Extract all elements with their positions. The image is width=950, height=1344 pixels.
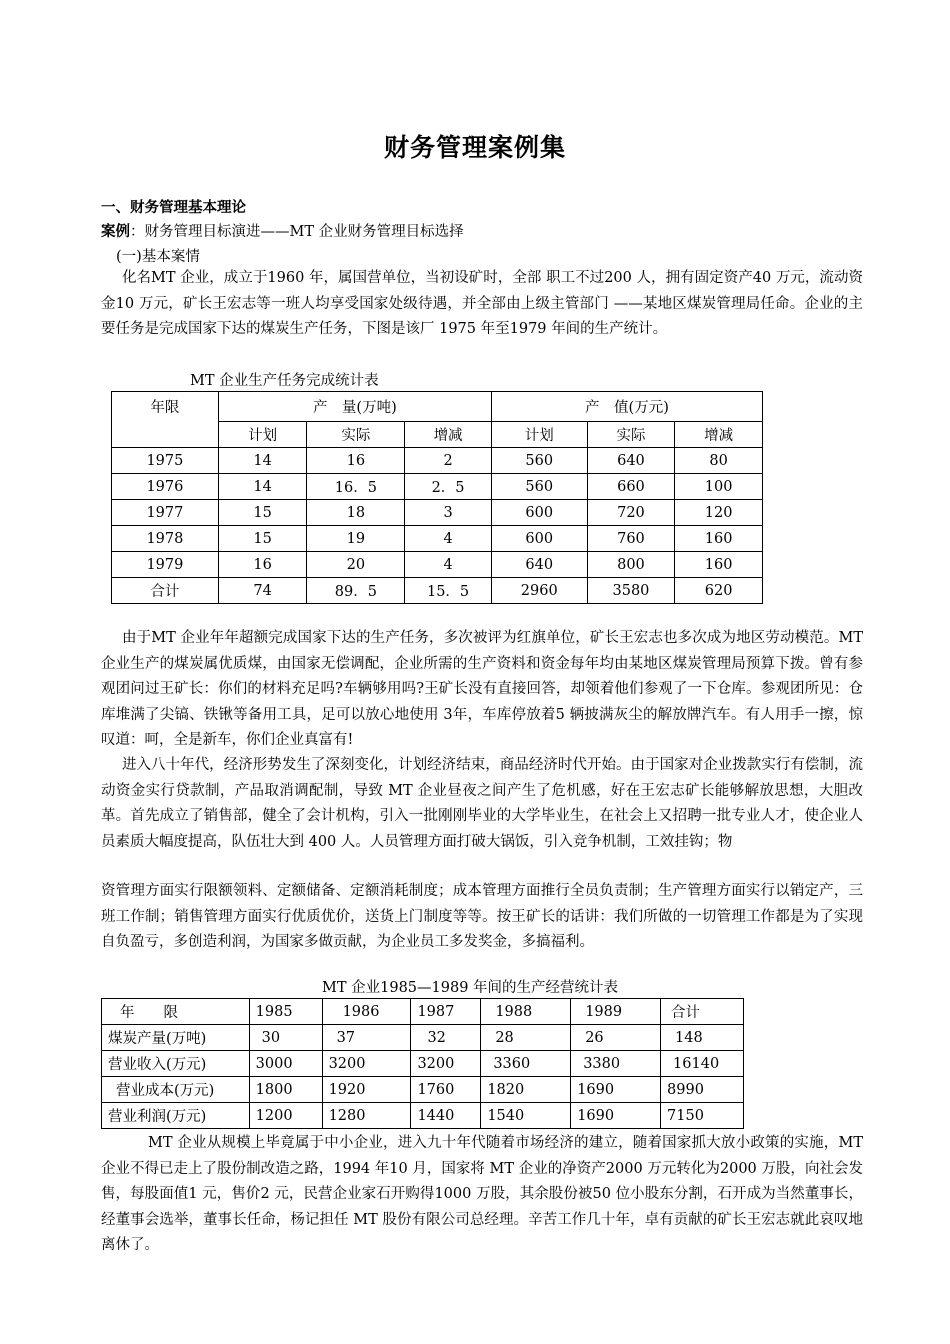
table-cell: 2: [405, 448, 492, 474]
change-header: 增减: [405, 422, 492, 448]
table-header-cell: 年 限: [102, 999, 250, 1025]
table-cell: 1200: [249, 1103, 322, 1129]
table-row: [102, 1103, 744, 1129]
table-cell: 1800: [249, 1077, 322, 1103]
table-cell: 1690: [571, 1077, 661, 1103]
production-table: [111, 391, 763, 604]
year-header: 年限: [112, 392, 219, 448]
table-cell: 15．5: [405, 578, 492, 604]
subheading: (一)基本案情: [116, 249, 200, 265]
table-cell: 煤炭产量(万吨): [102, 1025, 250, 1051]
table-cell: 1540: [481, 1103, 571, 1129]
table-cell: 1760: [411, 1077, 481, 1103]
table-row: [112, 474, 763, 500]
table-row: [112, 526, 763, 552]
operations-table: [101, 998, 744, 1129]
table-cell: 16: [307, 448, 405, 474]
table-cell: 1440: [411, 1103, 481, 1129]
table-cell: 1280: [322, 1103, 411, 1129]
table-cell: 600: [491, 500, 587, 526]
case-label: 案例: [101, 224, 130, 240]
section-heading: 一、财务管理基本理论: [101, 200, 246, 216]
table-cell: 600: [491, 526, 587, 552]
table-cell: 1920: [322, 1077, 411, 1103]
table-header-cell: 1987: [411, 999, 481, 1025]
table2-caption: MT 企业1985—1989 年间的生产经营统计表: [322, 980, 619, 996]
table-cell: 89．5: [307, 578, 405, 604]
table-cell: 1975: [112, 448, 219, 474]
table-cell: 20: [307, 552, 405, 578]
actual-header: 实际: [307, 422, 405, 448]
table-cell: 1978: [112, 526, 219, 552]
table-cell: 3360: [481, 1051, 571, 1077]
table-cell: 26: [571, 1025, 661, 1051]
table-cell: 15: [218, 500, 307, 526]
table-cell: 1979: [112, 552, 219, 578]
table-cell: 640: [491, 552, 587, 578]
table-cell: 160: [675, 526, 763, 552]
table-cell: 14: [218, 474, 307, 500]
change-header: 增减: [675, 422, 763, 448]
paragraph-5: MT 企业从规模上毕竟属于中小企业，进入九十年代随着市场经济的建立，随着国家抓大放小政策的实施，MT 企业不得已走上了股份制改造之路，1994 年10 月，国家将 MT 企业的净资产2000 万元转化为2000 万股，向社会发售，每股面值1 元，售价2 元，民营企业家石开购得1000 万股，其余股份被50 位小股东分割，石开成为当然董事长，经董事会选举，董事长任命，杨记担任 MT 股份有限公司总经理。辛苦工作几十年，卓有贡献的矿长王宏志就此哀叹地离休了。: [101, 1135, 863, 1253]
actual-header: 实际: [587, 422, 675, 448]
table-cell: 28: [481, 1025, 571, 1051]
table-cell: 3200: [322, 1051, 411, 1077]
value-header: 产 值(万元): [491, 392, 762, 422]
table-cell: 18: [307, 500, 405, 526]
table-cell: 2．5: [405, 474, 492, 500]
paragraph-2: 由于MT 企业年年超额完成国家下达的生产任务，多次被评为红旗单位，矿长王宏志也多次成为地区劳动模范。MT 企业生产的煤炭属优质煤，由国家无偿调配，企业所需的生产资料和资金每年均由某地区煤炭管理局预算下拨。曾有参观团问过王矿长：你们的材料充足吗?车辆够用吗?王矿长没有直接回答，却领着他们参观了一下仓库。参观团所见：仓库堆满了尖镐、铁锹等备用工具，足可以放心地使用 3年，车库停放着5 辆披满灰尘的解放牌汽车。有人用手一擦，惊叹道：呵，全是新车，你们企业真富有!: [101, 630, 863, 748]
table-cell: 3580: [587, 578, 675, 604]
table-cell: 19: [307, 526, 405, 552]
table-cell: 620: [675, 578, 763, 604]
table-cell: 148: [661, 1025, 744, 1051]
case-line: [101, 220, 464, 241]
paragraph-4: 资管理方面实行限额领料、定额储备、定额消耗制度；成本管理方面推行全员负责制；生产管理方面实行以销定产，三班工作制；销售管理方面实行优质优价，送货上门制度等等。按王矿长的话讲：我们所做的一切管理工作都是为了实现自负盈亏，多创造利润，为国家多做贡献，为企业员工多发奖金，多搞福利。: [101, 883, 863, 950]
table-cell: 营业收入(万元): [102, 1051, 250, 1077]
table-row: [112, 500, 763, 526]
table-cell: 100: [675, 474, 763, 500]
table-cell: 37: [322, 1025, 411, 1051]
table-cell: 640: [587, 448, 675, 474]
table-cell: 3380: [571, 1051, 661, 1077]
table-row: [102, 1077, 744, 1103]
plan-header: 计划: [491, 422, 587, 448]
table-row: [102, 1051, 744, 1077]
table-header-cell: 1986: [322, 999, 411, 1025]
table-cell: 560: [491, 448, 587, 474]
table1-caption: MT 企业生产任务完成统计表: [190, 373, 379, 389]
table-cell: 15: [218, 526, 307, 552]
table-cell: 3200: [411, 1051, 481, 1077]
paragraph-3: 进入八十年代，经济形势发生了深刻变化，计划经济结束，商品经济时代开始。由于国家对企业拨款实行有偿制，流动资金实行贷款制，产品取消调配制，导致 MT 企业昼夜之间产生了危机感，好在王宏志矿长能够解放思想，大胆改革。首先成立了销售部，健全了会计机构，引入一批刚刚毕业的大学毕业生，在社会上又招聘一批专业人才，使企业人员素质大幅度提高，队伍壮大到 400 人。人员管理方面打破大锅饭，引入竞争机制，工效挂钩；物: [101, 757, 863, 850]
table-cell: 1690: [571, 1103, 661, 1129]
table-cell: 营业利润(万元): [102, 1103, 250, 1129]
table-header-cell: 1985: [249, 999, 322, 1025]
table-cell: 8990: [661, 1077, 744, 1103]
table-cell: 660: [587, 474, 675, 500]
table-header-cell: 1988: [481, 999, 571, 1025]
table-cell: 760: [587, 526, 675, 552]
table-cell: 7150: [661, 1103, 744, 1129]
table-row: [112, 552, 763, 578]
table-cell: 14: [218, 448, 307, 474]
table-row: [112, 578, 763, 604]
table-cell: 3: [405, 500, 492, 526]
table-header-cell: 合计: [661, 999, 744, 1025]
table-cell: 1976: [112, 474, 219, 500]
table-header-cell: 1989: [571, 999, 661, 1025]
plan-header: 计划: [218, 422, 307, 448]
table-cell: 800: [587, 552, 675, 578]
table-cell: 74: [218, 578, 307, 604]
table-cell: 720: [587, 500, 675, 526]
table-cell: 560: [491, 474, 587, 500]
table-cell: 16140: [661, 1051, 744, 1077]
table-row: [112, 448, 763, 474]
paragraph-1: 化名MT 企业，成立于1960 年，属国营单位，当初设矿时，全部 职工不过200 人，拥有固定资产40 万元，流动资金10 万元，矿长王宏志等一班人均享受国家处级待遇，并全部由上级主管部门 ——某地区煤炭管理局任命。企业的主要任务是完成国家下达的煤炭生产任务，下图是该厂 1975 年至1979 年间的生产统计。: [101, 270, 863, 337]
table-cell: 16: [218, 552, 307, 578]
case-title: ：财务管理目标演进——MT 企业财务管理目标选择: [130, 224, 464, 240]
output-header: 产 量(万吨): [218, 392, 491, 422]
document-title: 财务管理案例集: [383, 133, 566, 162]
table-cell: 32: [411, 1025, 481, 1051]
table-cell: 4: [405, 552, 492, 578]
table-row: [102, 1025, 744, 1051]
table-cell: 1820: [481, 1077, 571, 1103]
table-cell: 30: [249, 1025, 322, 1051]
table-cell: 合计: [112, 578, 219, 604]
table-header-row: [102, 999, 744, 1025]
table-cell: 营业成本(万元): [102, 1077, 250, 1103]
table-cell: 120: [675, 500, 763, 526]
table-cell: 2960: [491, 578, 587, 604]
table-cell: 1977: [112, 500, 219, 526]
table-cell: 80: [675, 448, 763, 474]
table-cell: 4: [405, 526, 492, 552]
table-cell: 160: [675, 552, 763, 578]
table-cell: 3000: [249, 1051, 322, 1077]
table-cell: 16．5: [307, 474, 405, 500]
